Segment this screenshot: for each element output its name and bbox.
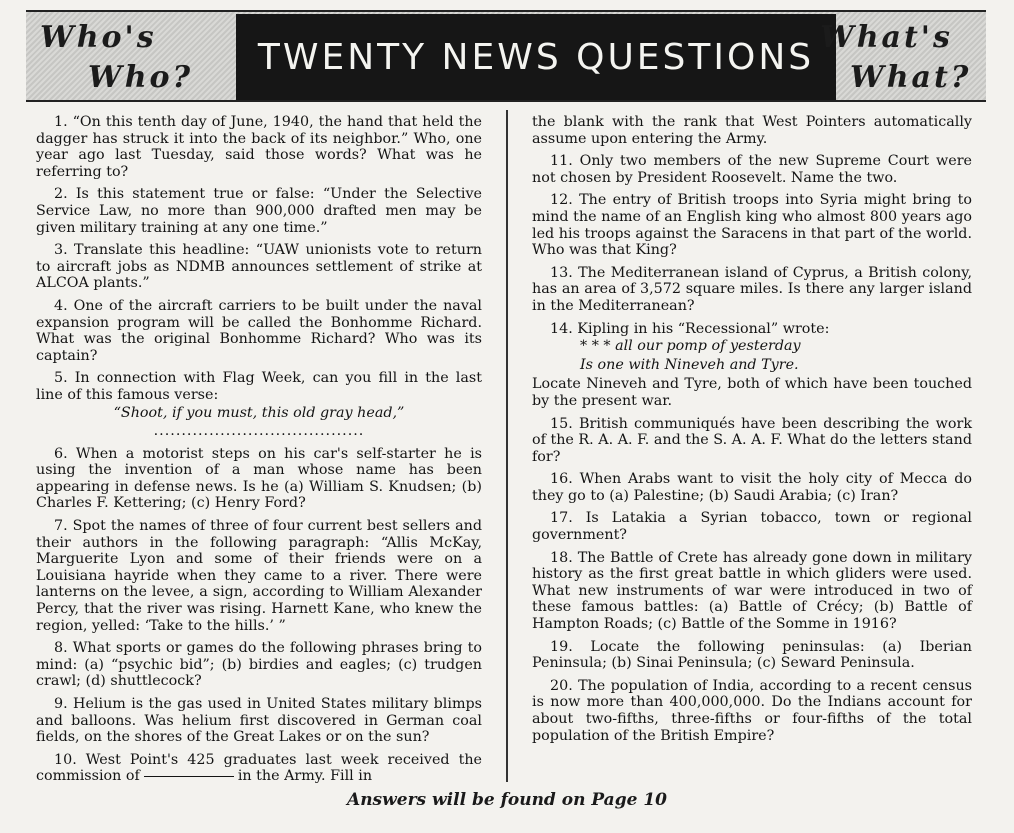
page-title-box	[236, 14, 836, 100]
question-10-part1: 10. West Point's 425 graduates last week received the commission of	[36, 751, 482, 785]
question-8: 8. What sports or games do the following phrases bring to mind: (a) “psychic bid”; (b) birdies and eagles; (c) trudgen crawl; (d) shuttlecock?	[36, 640, 482, 690]
question-19: 19. Locate the following peninsulas: (a) Iberian Peninsula; (b) Sinai Peninsula; (c) Seward Peninsula.	[532, 638, 972, 672]
question-15: 15. British communiqués have been describing the work of the R. A. A. F. and the S. A. A. F. What do the letters stand for?	[532, 415, 972, 465]
question-16: 16. When Arabs want to visit the holy city of Mecca do they go to (a) Palestine; (b) Saudi Arabia; (c) Iran?	[532, 471, 972, 504]
right-column	[532, 114, 972, 750]
banner-left-line1: Who's	[40, 20, 157, 55]
question-13: 13. The Mediterranean island of Cyprus, a British colony, has an area of 3,572 square miles. Is there any larger island in the Mediterranean?	[532, 264, 972, 314]
question-1: 1. “On this tenth day of June, 1940, the hand that held the dagger has struck it into the back of its neighbor.” Who, one year ago last Tuesday, said those words? What was he referring to?	[36, 114, 482, 180]
question-14-verse-2: Is one with Nineveh and Tyre.	[580, 356, 799, 373]
question-9: 9. Helium is the gas used in United States military blimps and balloons. Was helium first discovered in German coal fields, on the shores of the Great Lakes or on the sun?	[36, 696, 482, 746]
header-banner	[26, 10, 986, 102]
question-14-verse-1: * * * all our pomp of yesterday	[580, 338, 801, 355]
banner-right-line2: What?	[850, 60, 972, 95]
banner-right-line1: What's	[820, 20, 953, 55]
question-6: 6. When a motorist steps on his car's self-starter he is using the invention of a man whose name has been appearing in defense news. Is he (a) William S. Knudsen; (b) Charles F. Kettering; (c) Henry Ford?	[36, 445, 482, 512]
banner-left-line2: Who?	[88, 60, 194, 95]
page-title: TWENTY NEWS QUESTIONS	[257, 36, 815, 78]
question-4: 4. One of the aircraft carriers to be built under the naval expansion program will be called the Bonhomme Richard. What was the original Bonhomme Richard? Who was its captain?	[36, 297, 482, 364]
left-column	[36, 114, 482, 791]
question-11: 11. Only two members of the new Supreme Court were not chosen by President Roosevelt. Name the two.	[532, 153, 972, 186]
question-5-blank-line: ......................................	[153, 423, 365, 440]
question-12: 12. The entry of British troops into Syria might bring to mind the name of an English king who almost 800 years ago led his troops against the Saracens in that part of the world. Who was that King?	[532, 192, 972, 259]
column-divider	[506, 110, 508, 782]
question-5: 5. In connection with Flag Week, can you fill in the last line of this famous verse:	[36, 370, 482, 403]
question-2: 2. Is this statement true or false: “Under the Selective Service Law, no more than 900,000 drafted men may be given military training at any one time.”	[36, 186, 482, 236]
question-14-continued: Locate Nineveh and Tyre, both of which have been touched by the present war.	[532, 376, 972, 409]
question-18: 18. The Battle of Crete has already gone down in military history as the first great battle in which gliders were used. What new instruments of war were introduced in two of these famous battles: (a) Battle of Crécy; (b) Battle of Hampton Roads; (c) Battle of the Somme in 1916?	[532, 549, 972, 633]
question-10-blank	[144, 776, 234, 777]
question-14: 14. Kipling in his “Recessional” wrote:	[550, 320, 830, 337]
question-10-part2: in the Army. Fill in	[237, 768, 373, 785]
question-20: 20. The population of India, according to a recent census is now more than 400,000,000. Do the Indians account for about two-fifths, three-fifths or four-fifths of the total population of the British Empire?	[532, 677, 972, 744]
question-17: 17. Is Latakia a Syrian tobacco, town or regional government?	[532, 510, 972, 544]
banner-right-text	[816, 16, 980, 100]
banner-left-text	[32, 16, 228, 100]
question-10	[36, 752, 482, 785]
question-5-verse: “Shoot, if you must, this old gray head,”	[113, 404, 405, 421]
answers-footer	[0, 790, 1014, 810]
question-7: 7. Spot the names of three of four current best sellers and their authors in the following paragraph: “Allis McKay, Marguerite Lyon and some of their friends were on a Louisiana hayride when they came to a river. There were lanterns on the levee, a sign, according to William Alexander Percy, that the river was rising. Harnett Kane, who knew the region, yelled: ‘Take to the hills.’ ”	[36, 518, 482, 634]
footer-text: Answers will be found on Page 10	[347, 790, 667, 810]
question-10-continued: the blank with the rank that West Pointers automatically assume upon entering the Army.	[532, 114, 972, 147]
question-3: 3. Translate this headline: “UAW unionists vote to return to aircraft jobs as NDMB announces settlement of strike at ALCOA plants.”	[36, 242, 482, 292]
